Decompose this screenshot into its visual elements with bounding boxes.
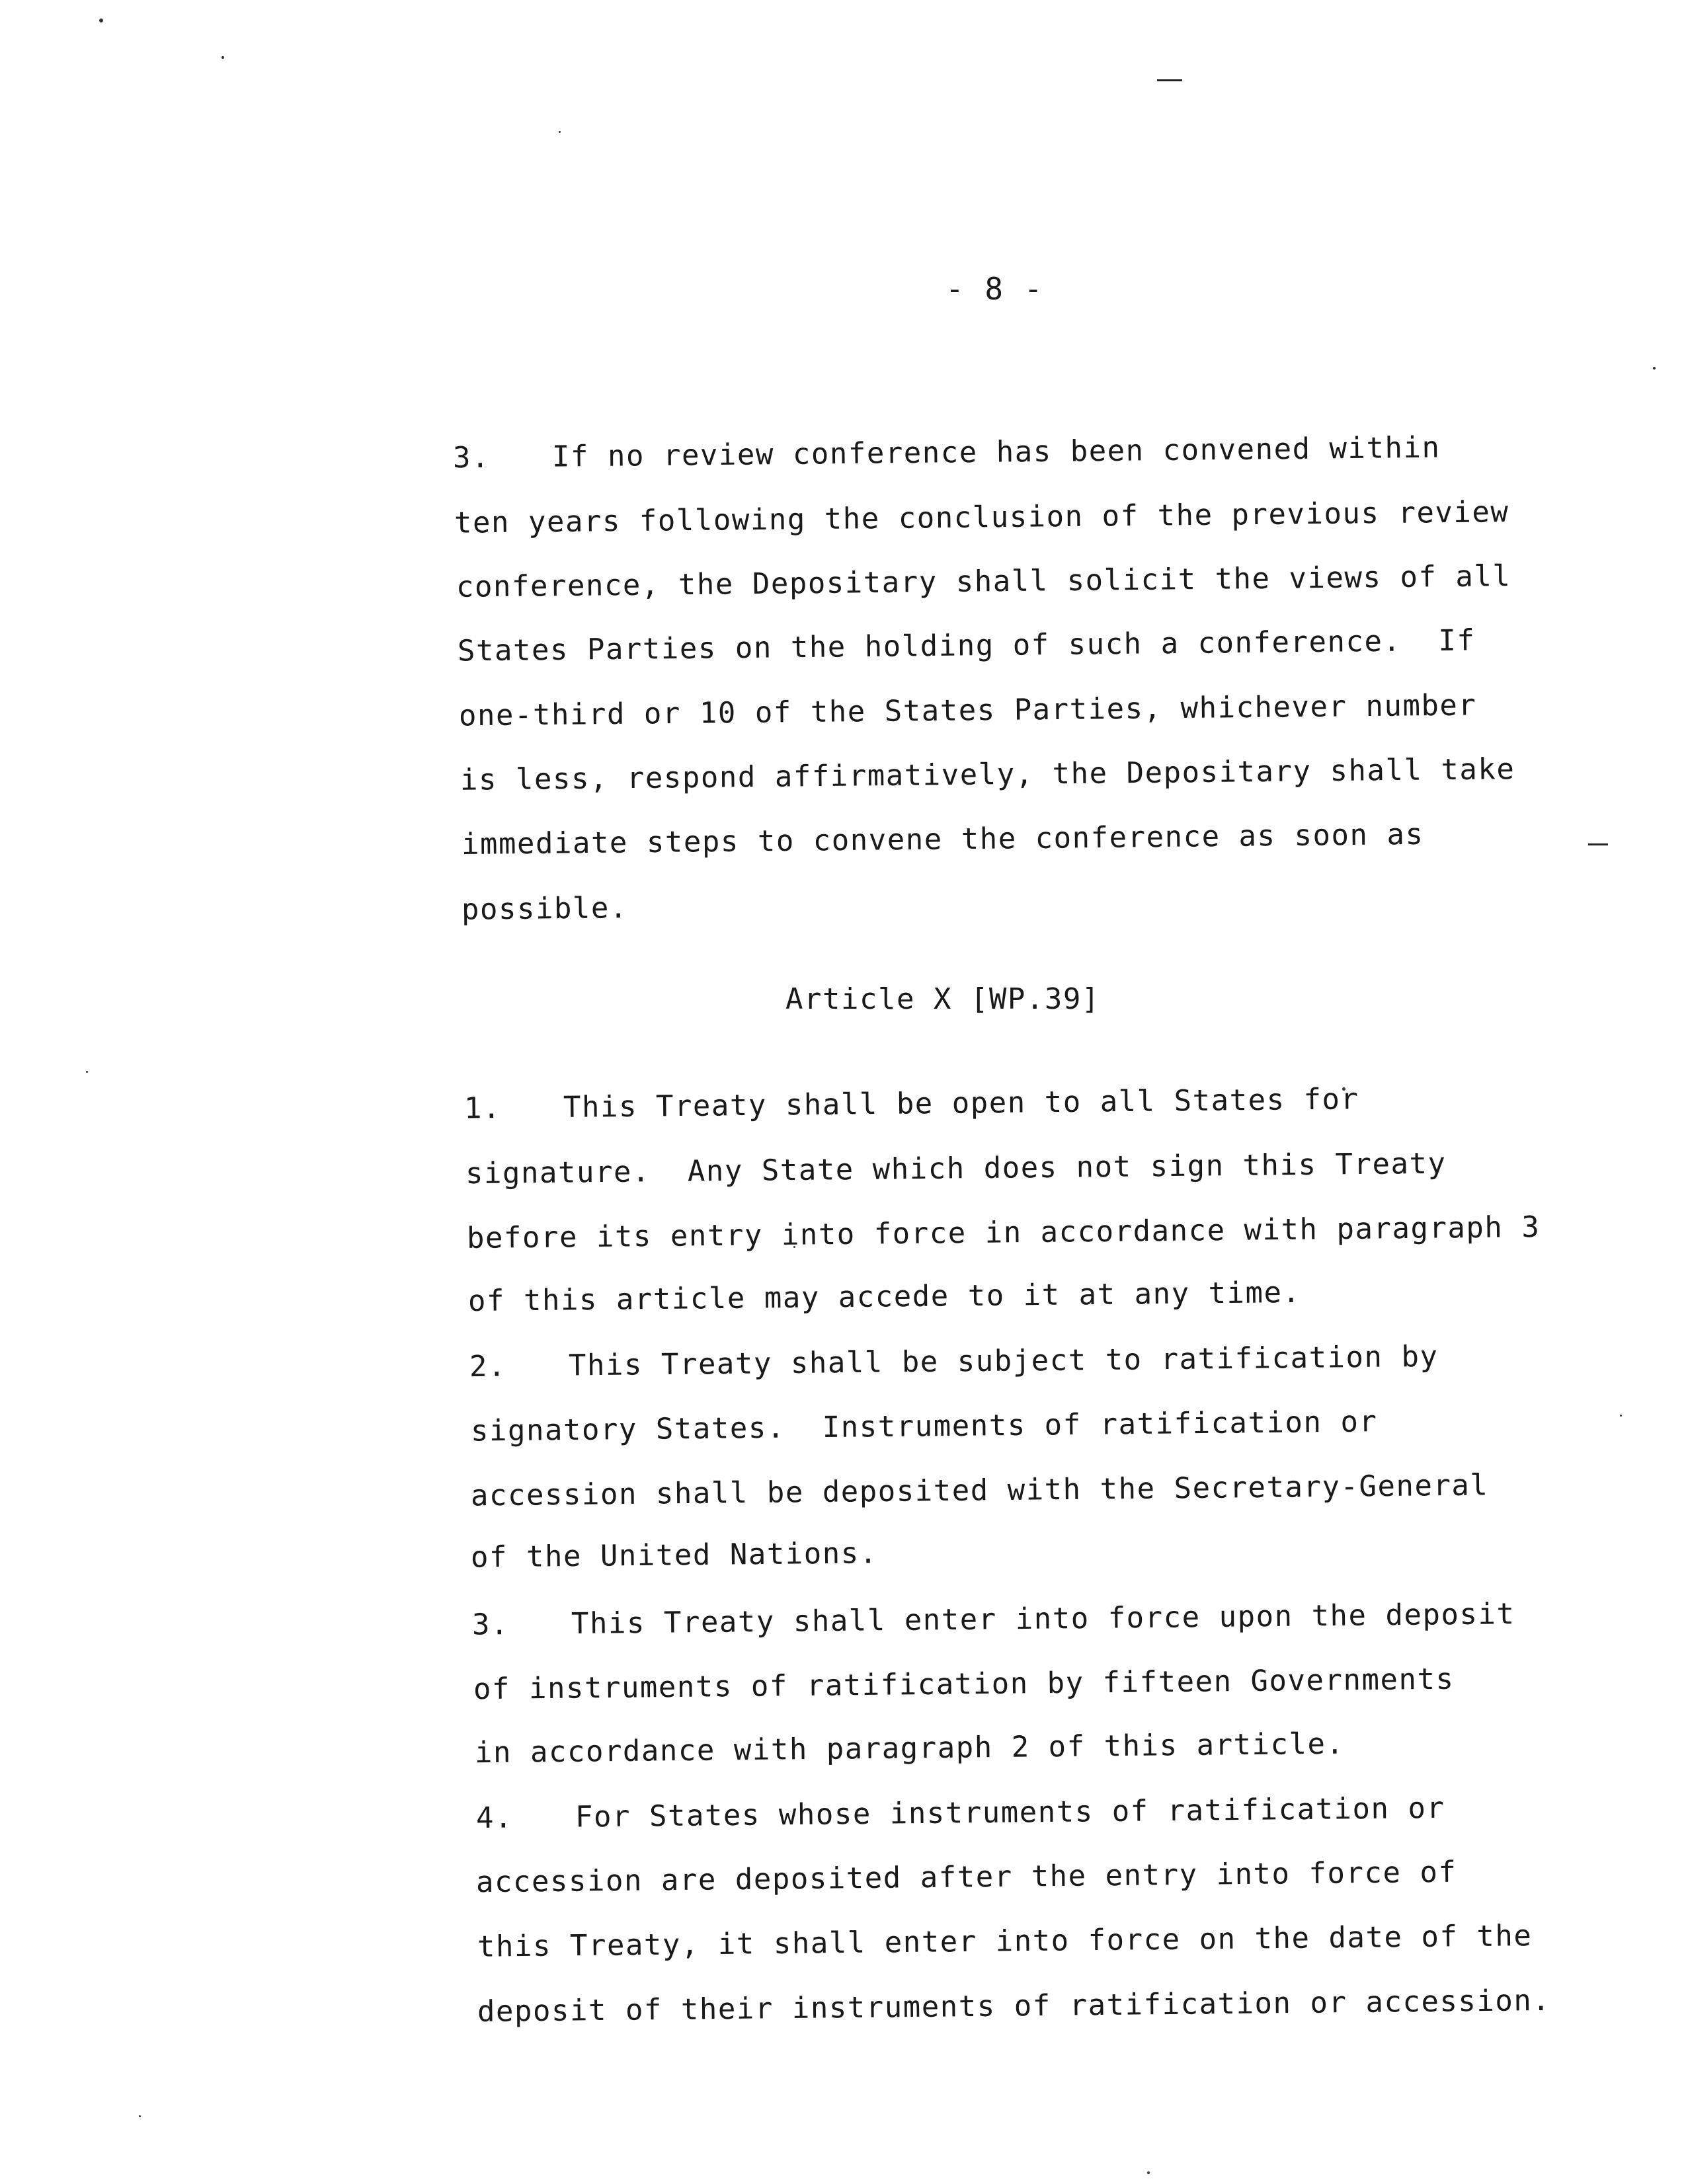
paragraph-text-line: accession shall be deposited with the Secretary-General	[470, 1468, 1489, 1513]
scan-speck	[1147, 2171, 1150, 2174]
paragraph-text-line: before its entry into force in accordance with paragraph 3	[466, 1210, 1541, 1255]
paragraph-text-line: signature. Any State which does not sign this Treaty	[465, 1146, 1447, 1191]
paragraph-text-line: conference, the Depositary shall solicit the views of all	[456, 559, 1511, 604]
paragraph-text-line: This Treaty shall be open to all States for	[563, 1082, 1359, 1124]
paragraph-number: 4.	[475, 1801, 514, 1836]
paragraph-text-line: of the United Nations.	[470, 1536, 879, 1575]
paragraph-text-line: This Treaty shall enter into force upon the deposit	[571, 1597, 1515, 1641]
paragraph-text-line: deposit of their instruments of ratification or accession.	[477, 1983, 1551, 2029]
paragraph-text-line: signatory States. Instruments of ratification or	[470, 1405, 1378, 1448]
paragraph-text-line: States Parties on the holding of such a conference. If	[457, 623, 1476, 668]
paragraph-text-line: possible.	[461, 891, 629, 927]
paragraph-text-line: If no review conference has been convened within	[551, 430, 1441, 474]
paragraph-text-line: immediate steps to convene the conference as soon as	[461, 817, 1424, 862]
page-number: - 8 -	[945, 271, 1044, 307]
scan-speck	[99, 19, 103, 22]
paragraph-number: 2.	[469, 1349, 507, 1384]
article-heading: Article X [WP.39]	[785, 982, 1100, 1016]
paragraph-number: 1.	[463, 1091, 502, 1126]
paragraph-number: 3.	[452, 440, 491, 475]
paragraph-text-line: accession are deposited after the entry into force of	[475, 1855, 1457, 1900]
paragraph-text-line: of instruments of ratification by fifteen Governments	[473, 1662, 1455, 1707]
paragraph-text-line: of this article may accede to it at any time.	[467, 1275, 1301, 1319]
paragraph-text-line: ten years following the conclusion of the previous review	[454, 495, 1509, 540]
scan-speck	[86, 1071, 88, 1073]
scan-speck	[559, 131, 561, 133]
scan-mark	[1157, 79, 1182, 81]
scan-speck	[1653, 367, 1656, 370]
article-paragraph-4-line-4	[403, 1957, 1551, 2056]
paragraph-number: 3.	[471, 1608, 510, 1642]
scan-speck	[139, 2115, 141, 2117]
paragraph-text-line: in accordance with paragraph 2 of this article.	[474, 1727, 1345, 1770]
paragraph-text-line: This Treaty shall be subject to ratification by	[568, 1339, 1439, 1383]
scan-speck	[221, 56, 224, 59]
scan-speck	[1620, 1415, 1622, 1417]
scan-mark	[1588, 843, 1608, 845]
paragraph-3-line-8	[387, 865, 628, 955]
paragraph-text-line: this Treaty, it shall enter into force on the date of the	[477, 1919, 1533, 1964]
paragraph-text-line: is less, respond affirmatively, the Depositary shall take	[460, 752, 1515, 797]
paragraph-text-line: For States whose instruments of ratification or	[575, 1791, 1445, 1834]
paragraph-text-line: one-third or 10 of the States Parties, whichever number	[458, 688, 1477, 733]
